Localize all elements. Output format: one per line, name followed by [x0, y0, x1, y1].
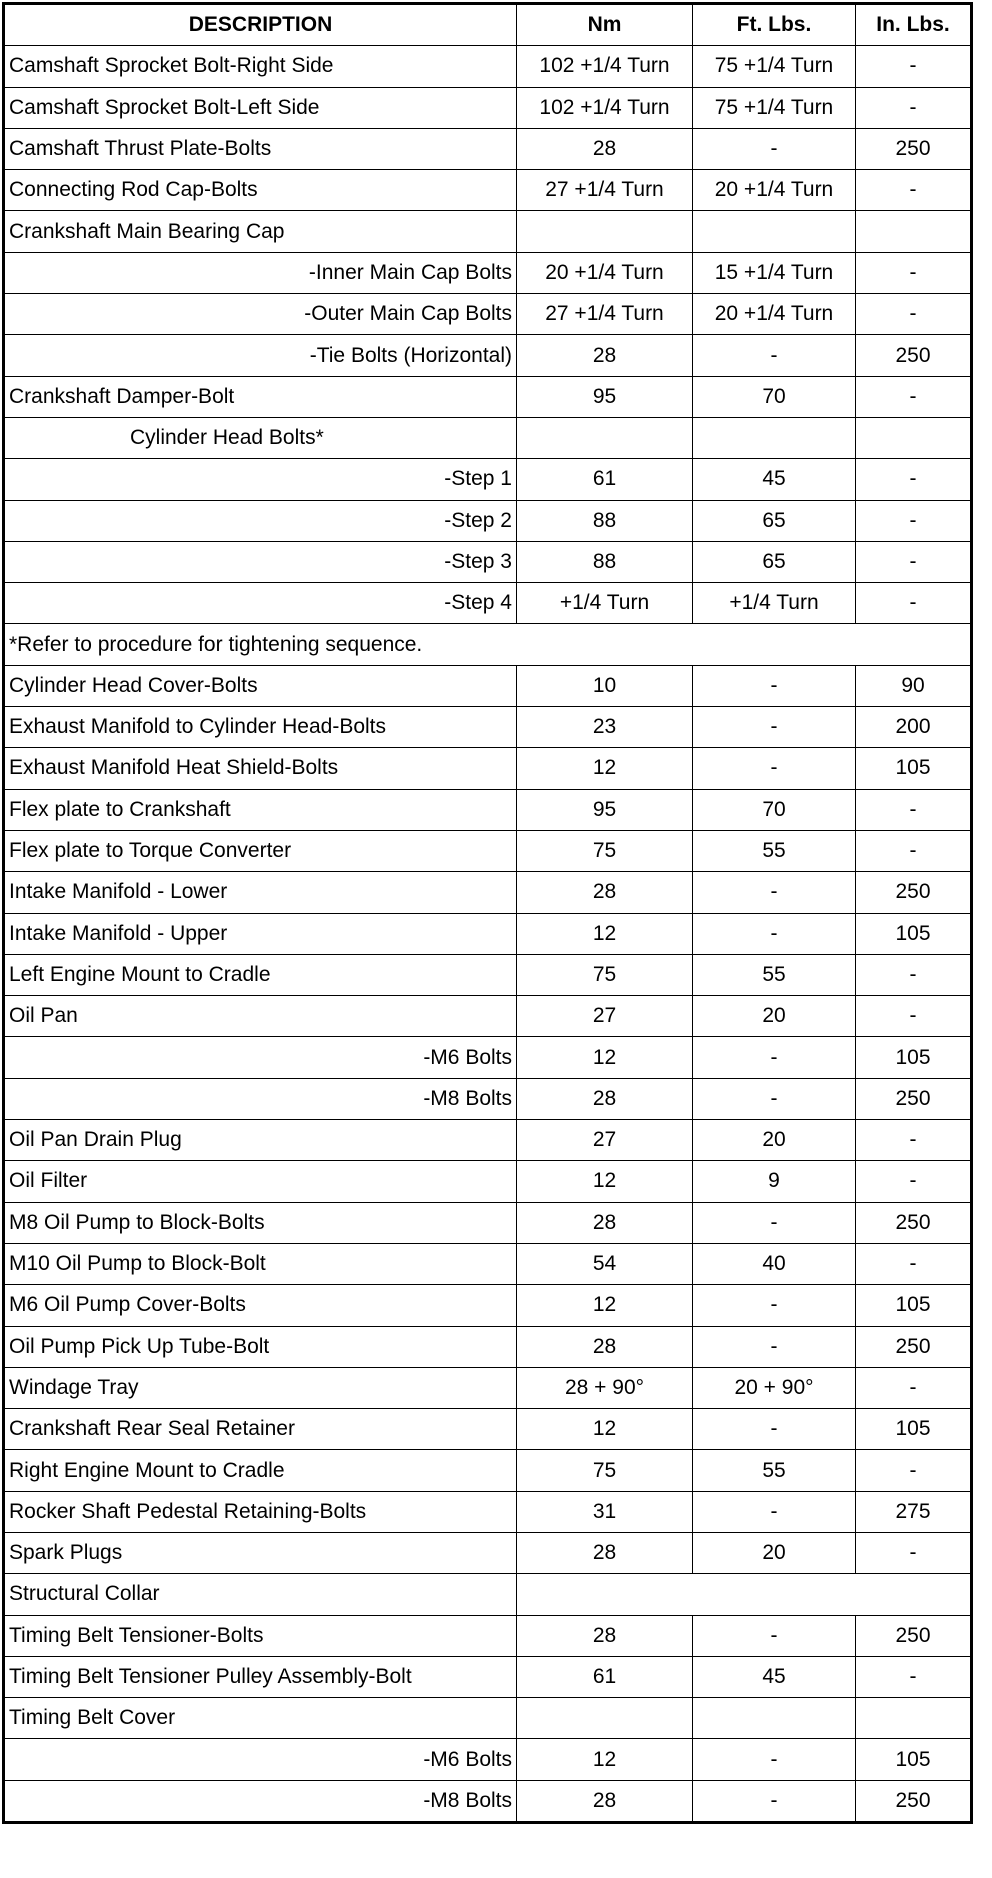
nm-cell: 28 [517, 1615, 693, 1656]
description-cell: -M6 Bolts [4, 1037, 517, 1078]
in-lbs-cell: - [856, 583, 972, 624]
ft-lbs-cell: 75 +1/4 Turn [693, 46, 856, 87]
in-lbs-cell: 250 [856, 1202, 972, 1243]
nm-cell: 23 [517, 707, 693, 748]
nm-cell: 61 [517, 1656, 693, 1697]
ft-lbs-cell: - [693, 1615, 856, 1656]
ft-lbs-cell [693, 417, 856, 458]
description-cell: Oil Pan Drain Plug [4, 1120, 517, 1161]
empty-merged-cell [517, 1574, 972, 1615]
nm-cell: 102 +1/4 Turn [517, 87, 693, 128]
table-row [4, 748, 972, 789]
in-lbs-cell: - [856, 294, 972, 335]
table-row [4, 1656, 972, 1697]
description-cell: Cylinder Head Cover-Bolts [4, 665, 517, 706]
nm-cell: 27 +1/4 Turn [517, 170, 693, 211]
table-row [4, 789, 972, 830]
in-lbs-cell: - [856, 1161, 972, 1202]
ft-lbs-cell: 20 +1/4 Turn [693, 294, 856, 335]
ft-lbs-cell: 20 [693, 996, 856, 1037]
table-row [4, 211, 972, 252]
ft-lbs-cell: 20 [693, 1532, 856, 1573]
nm-cell: 28 [517, 1078, 693, 1119]
description-cell: -M8 Bolts [4, 1780, 517, 1822]
table-row [4, 1698, 972, 1739]
nm-cell: 95 [517, 789, 693, 830]
table-row [4, 1574, 972, 1615]
table-row [4, 624, 972, 665]
in-lbs-cell: - [856, 1532, 972, 1573]
nm-cell: 12 [517, 913, 693, 954]
table-row [4, 1409, 972, 1450]
table-body [4, 46, 972, 1823]
header-description: DESCRIPTION [4, 4, 517, 46]
in-lbs-cell: 250 [856, 1780, 972, 1822]
description-cell: Camshaft Thrust Plate-Bolts [4, 128, 517, 169]
description-cell: -Step 4 [4, 583, 517, 624]
ft-lbs-cell: 20 [693, 1120, 856, 1161]
table-row [4, 128, 972, 169]
table-row [4, 417, 972, 458]
nm-cell: 10 [517, 665, 693, 706]
table-row [4, 541, 972, 582]
nm-cell [517, 211, 693, 252]
ft-lbs-cell: - [693, 665, 856, 706]
nm-cell [517, 417, 693, 458]
in-lbs-cell: - [856, 87, 972, 128]
description-cell: -Step 3 [4, 541, 517, 582]
in-lbs-cell: - [856, 1243, 972, 1284]
in-lbs-cell [856, 417, 972, 458]
ft-lbs-cell: - [693, 1780, 856, 1822]
ft-lbs-cell: 65 [693, 500, 856, 541]
nm-cell: 28 [517, 872, 693, 913]
in-lbs-cell: - [856, 459, 972, 500]
ft-lbs-cell: 75 +1/4 Turn [693, 87, 856, 128]
ft-lbs-cell: - [693, 1326, 856, 1367]
ft-lbs-cell: 9 [693, 1161, 856, 1202]
table-row [4, 1037, 972, 1078]
header-row [4, 4, 972, 46]
nm-cell: 12 [517, 1037, 693, 1078]
ft-lbs-cell: - [693, 707, 856, 748]
ft-lbs-cell: - [693, 1037, 856, 1078]
in-lbs-cell: 250 [856, 1078, 972, 1119]
table-row [4, 872, 972, 913]
table-row [4, 1326, 972, 1367]
in-lbs-cell: - [856, 376, 972, 417]
nm-cell: 88 [517, 500, 693, 541]
nm-cell: 27 [517, 1120, 693, 1161]
in-lbs-cell: 200 [856, 707, 972, 748]
nm-cell: 61 [517, 459, 693, 500]
in-lbs-cell: 275 [856, 1491, 972, 1532]
ft-lbs-cell [693, 1698, 856, 1739]
nm-cell: +1/4 Turn [517, 583, 693, 624]
ft-lbs-cell: 15 +1/4 Turn [693, 252, 856, 293]
description-cell: -Inner Main Cap Bolts [4, 252, 517, 293]
table-row [4, 1491, 972, 1532]
in-lbs-cell: 105 [856, 1409, 972, 1450]
nm-cell: 20 +1/4 Turn [517, 252, 693, 293]
ft-lbs-cell: 20 +1/4 Turn [693, 170, 856, 211]
ft-lbs-cell: +1/4 Turn [693, 583, 856, 624]
in-lbs-cell: - [856, 252, 972, 293]
description-cell: Oil Pan [4, 996, 517, 1037]
description-cell: Crankshaft Main Bearing Cap [4, 211, 517, 252]
in-lbs-cell: - [856, 46, 972, 87]
table-row [4, 459, 972, 500]
note-cell: *Refer to procedure for tightening sequence. [4, 624, 972, 665]
description-cell: Crankshaft Rear Seal Retainer [4, 1409, 517, 1450]
ft-lbs-cell: 20 + 90° [693, 1367, 856, 1408]
table-row [4, 665, 972, 706]
nm-cell: 12 [517, 1739, 693, 1780]
in-lbs-cell: 105 [856, 1739, 972, 1780]
table-row [4, 1780, 972, 1822]
table-row [4, 1615, 972, 1656]
in-lbs-cell: - [856, 541, 972, 582]
table-row [4, 996, 972, 1037]
ft-lbs-cell: - [693, 1078, 856, 1119]
header-ft-lbs: Ft. Lbs. [693, 4, 856, 46]
nm-cell: 102 +1/4 Turn [517, 46, 693, 87]
ft-lbs-cell: - [693, 913, 856, 954]
description-cell: Flex plate to Crankshaft [4, 789, 517, 830]
table-row [4, 954, 972, 995]
table-row [4, 87, 972, 128]
in-lbs-cell: - [856, 1367, 972, 1408]
ft-lbs-cell: - [693, 748, 856, 789]
ft-lbs-cell: 45 [693, 459, 856, 500]
table-row [4, 1285, 972, 1326]
table-row [4, 1078, 972, 1119]
description-cell: -M6 Bolts [4, 1739, 517, 1780]
table-row [4, 1367, 972, 1408]
ft-lbs-cell: 55 [693, 954, 856, 995]
description-cell: Windage Tray [4, 1367, 517, 1408]
nm-cell: 28 [517, 335, 693, 376]
nm-cell: 75 [517, 954, 693, 995]
header-nm: Nm [517, 4, 693, 46]
in-lbs-cell: - [856, 789, 972, 830]
table-row [4, 170, 972, 211]
table-row [4, 294, 972, 335]
nm-cell: 12 [517, 1285, 693, 1326]
in-lbs-cell: - [856, 1656, 972, 1697]
description-cell: M6 Oil Pump Cover-Bolts [4, 1285, 517, 1326]
in-lbs-cell: 105 [856, 913, 972, 954]
ft-lbs-cell: 55 [693, 830, 856, 871]
table-row [4, 707, 972, 748]
description-cell: Exhaust Manifold Heat Shield-Bolts [4, 748, 517, 789]
table-row [4, 500, 972, 541]
in-lbs-cell: - [856, 996, 972, 1037]
torque-specifications-table [2, 2, 973, 1824]
description-cell: Rocker Shaft Pedestal Retaining-Bolts [4, 1491, 517, 1532]
table-row [4, 376, 972, 417]
in-lbs-cell: 250 [856, 128, 972, 169]
in-lbs-cell: - [856, 170, 972, 211]
nm-cell: 12 [517, 1409, 693, 1450]
ft-lbs-cell: 70 [693, 376, 856, 417]
description-cell: Timing Belt Cover [4, 1698, 517, 1739]
table-row [4, 46, 972, 87]
table-row [4, 1450, 972, 1491]
table-row [4, 583, 972, 624]
in-lbs-cell: 250 [856, 1326, 972, 1367]
description-cell: Intake Manifold - Lower [4, 872, 517, 913]
in-lbs-cell: 90 [856, 665, 972, 706]
description-cell: Oil Pump Pick Up Tube-Bolt [4, 1326, 517, 1367]
description-cell: Structural Collar [4, 1574, 517, 1615]
ft-lbs-cell: - [693, 1491, 856, 1532]
ft-lbs-cell: - [693, 1739, 856, 1780]
in-lbs-cell: - [856, 1120, 972, 1161]
table-row [4, 830, 972, 871]
table-row [4, 252, 972, 293]
ft-lbs-cell: - [693, 1202, 856, 1243]
in-lbs-cell: 250 [856, 1615, 972, 1656]
nm-cell: 54 [517, 1243, 693, 1284]
description-cell: Timing Belt Tensioner Pulley Assembly-Bolt [4, 1656, 517, 1697]
ft-lbs-cell: 55 [693, 1450, 856, 1491]
description-cell: Flex plate to Torque Converter [4, 830, 517, 871]
nm-cell: 27 +1/4 Turn [517, 294, 693, 335]
in-lbs-cell: 105 [856, 1285, 972, 1326]
nm-cell: 28 [517, 1326, 693, 1367]
in-lbs-cell: 250 [856, 872, 972, 913]
ft-lbs-cell: 40 [693, 1243, 856, 1284]
table-row [4, 1739, 972, 1780]
table-row [4, 1161, 972, 1202]
in-lbs-cell: 105 [856, 1037, 972, 1078]
nm-cell: 28 [517, 1780, 693, 1822]
description-cell: Oil Filter [4, 1161, 517, 1202]
description-cell: -Step 1 [4, 459, 517, 500]
description-cell: Left Engine Mount to Cradle [4, 954, 517, 995]
in-lbs-cell: - [856, 830, 972, 871]
description-cell: Camshaft Sprocket Bolt-Right Side [4, 46, 517, 87]
nm-cell: 28 + 90° [517, 1367, 693, 1408]
nm-cell: 27 [517, 996, 693, 1037]
in-lbs-cell [856, 1698, 972, 1739]
description-cell: Exhaust Manifold to Cylinder Head-Bolts [4, 707, 517, 748]
in-lbs-cell: 250 [856, 335, 972, 376]
in-lbs-cell: - [856, 500, 972, 541]
nm-cell: 28 [517, 1202, 693, 1243]
in-lbs-cell: - [856, 954, 972, 995]
ft-lbs-cell: 70 [693, 789, 856, 830]
nm-cell: 95 [517, 376, 693, 417]
header-in-lbs: In. Lbs. [856, 4, 972, 46]
ft-lbs-cell: - [693, 335, 856, 376]
nm-cell: 75 [517, 1450, 693, 1491]
description-cell: Timing Belt Tensioner-Bolts [4, 1615, 517, 1656]
table-row [4, 335, 972, 376]
in-lbs-cell: - [856, 1450, 972, 1491]
description-cell: M8 Oil Pump to Block-Bolts [4, 1202, 517, 1243]
ft-lbs-cell: - [693, 1409, 856, 1450]
nm-cell [517, 1698, 693, 1739]
description-cell: Spark Plugs [4, 1532, 517, 1573]
description-cell: Right Engine Mount to Cradle [4, 1450, 517, 1491]
table-row [4, 1532, 972, 1573]
description-cell: Camshaft Sprocket Bolt-Left Side [4, 87, 517, 128]
nm-cell: 75 [517, 830, 693, 871]
description-cell: Crankshaft Damper-Bolt [4, 376, 517, 417]
ft-lbs-cell: 45 [693, 1656, 856, 1697]
description-cell: -Outer Main Cap Bolts [4, 294, 517, 335]
nm-cell: 31 [517, 1491, 693, 1532]
ft-lbs-cell: - [693, 1285, 856, 1326]
in-lbs-cell [856, 211, 972, 252]
description-cell: Connecting Rod Cap-Bolts [4, 170, 517, 211]
table-row [4, 913, 972, 954]
ft-lbs-cell: - [693, 128, 856, 169]
ft-lbs-cell [693, 211, 856, 252]
nm-cell: 12 [517, 1161, 693, 1202]
description-cell: M10 Oil Pump to Block-Bolt [4, 1243, 517, 1284]
nm-cell: 88 [517, 541, 693, 582]
table-row [4, 1120, 972, 1161]
ft-lbs-cell: 65 [693, 541, 856, 582]
nm-cell: 12 [517, 748, 693, 789]
description-cell: -M8 Bolts [4, 1078, 517, 1119]
in-lbs-cell: 105 [856, 748, 972, 789]
table-row [4, 1243, 972, 1284]
nm-cell: 28 [517, 128, 693, 169]
description-cell: -Step 2 [4, 500, 517, 541]
description-cell: -Tie Bolts (Horizontal) [4, 335, 517, 376]
table-row [4, 1202, 972, 1243]
nm-cell: 28 [517, 1532, 693, 1573]
ft-lbs-cell: - [693, 872, 856, 913]
description-cell: Intake Manifold - Upper [4, 913, 517, 954]
description-cell: Cylinder Head Bolts* [4, 417, 517, 458]
